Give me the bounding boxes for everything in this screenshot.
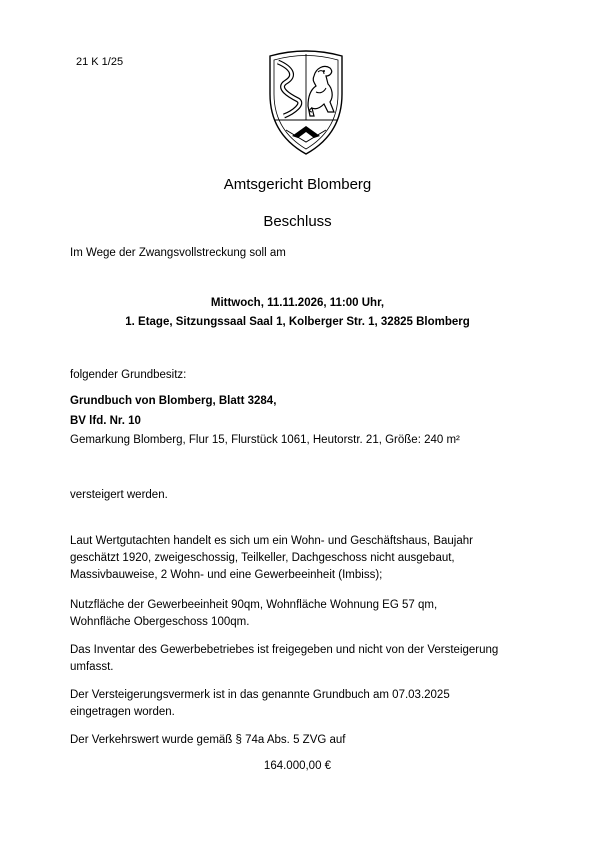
details-paragraph-1: Laut Wertgutachten handelt es sich um ein Wohn- und Geschäftshaus, Baujahr geschätzt 1920, zweigeschossig, Teilkeller, Dachgeschoss nicht ausgebaut, Massivbauweise, 2 Wohn- und eine Gewerbeeinheit (Imbiss);	[70, 535, 473, 581]
court-name: Amtsgericht Blomberg	[223, 176, 372, 193]
intro-text: Im Wege der Zwangsvollstreckung soll am	[70, 247, 286, 259]
details-paragraph-2: Nutzfläche der Gewerbeeinheit 90qm, Wohnfläche Wohnung EG 57 qm, Wohnfläche Obergeschoss 100qm.	[70, 599, 438, 628]
file-number: 21 K 1/25	[76, 56, 124, 68]
details-paragraph-3: Das Inventar des Gewerbebetriebes ist freigegeben und nicht von der Versteigerung umfasst.	[70, 644, 499, 673]
property-description: Gemarkung Blomberg, Flur 15, Flurstück 1061, Heutorstr. 21, Größe: 240 m²	[70, 434, 460, 446]
coat-of-arms-icon	[258, 46, 354, 158]
details-paragraph-4: Der Versteigerungsvermerk ist in das genannte Grundbuch am 07.03.2025 eingetragen worden.	[70, 689, 450, 718]
register-entry: BV lfd. Nr. 10	[70, 415, 141, 427]
details-paragraph-5: Der Verkehrswert wurde gemäß § 74a Abs. 5 ZVG auf	[70, 734, 346, 746]
appointment-location: 1. Etage, Sitzungssaal Saal 1, Kolberger Str. 1, 32825 Blomberg	[125, 316, 470, 328]
property-lead: folgender Grundbesitz:	[70, 369, 187, 381]
market-value: 164.000,00 €	[263, 760, 332, 772]
auction-phrase: versteigert werden.	[70, 489, 168, 501]
appointment-date: Mittwoch, 11.11.2026, 11:00 Uhr,	[210, 297, 385, 309]
document-title: Beschluss	[263, 213, 332, 230]
land-register: Grundbuch von Blomberg, Blatt 3284,	[70, 395, 277, 407]
